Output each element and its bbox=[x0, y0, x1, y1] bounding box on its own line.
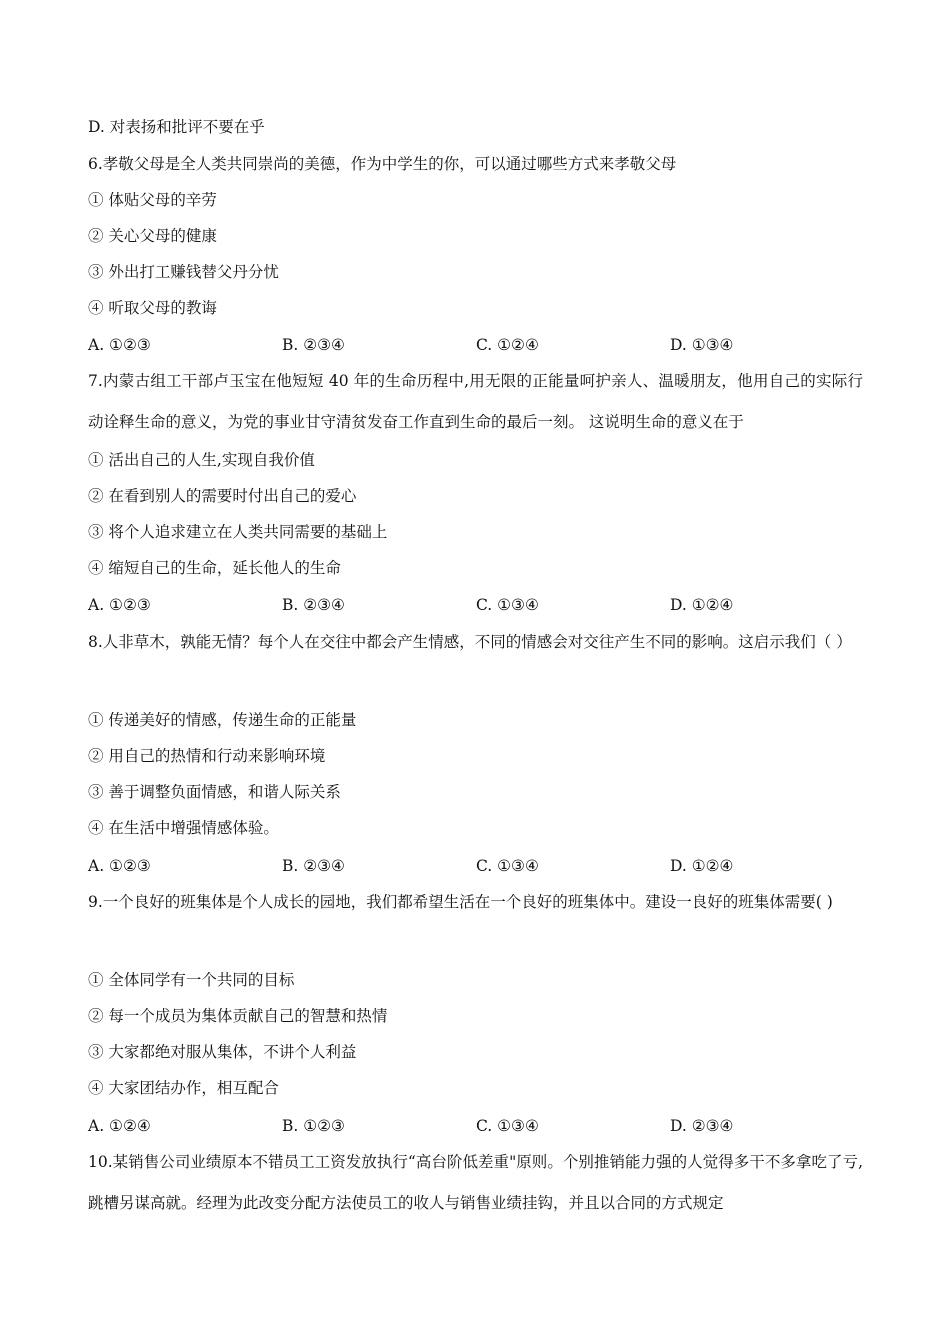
question-6-item: ① 体贴父母的辛劳 bbox=[88, 191, 217, 209]
question-7-item: ① 活出自己的人生,实现自我价值 bbox=[88, 451, 315, 469]
question-9-item: ① 全体同学有一个共同的目标 bbox=[88, 971, 295, 989]
question-8-item: ④ 在生活中增强情感体验。 bbox=[88, 819, 279, 837]
question-6-item: ③ 外出打工赚钱替父丹分忧 bbox=[88, 263, 279, 281]
question-8-item: ② 用自己的热情和行动来影响环境 bbox=[88, 747, 326, 765]
question-7-option-c: C. ①③④ bbox=[476, 596, 539, 614]
question-6-option-d: D. ①③④ bbox=[670, 336, 734, 354]
question-6-option-c: C. ①②④ bbox=[476, 336, 539, 354]
question-9-item: ③ 大家都绝对服从集体，不讲个人利益 bbox=[88, 1043, 357, 1061]
question-7-option-d: D. ①②④ bbox=[670, 596, 734, 614]
question-9-item: ④ 大家团结办作，相互配合 bbox=[88, 1079, 279, 1097]
question-8-option-a: A. ①②③ bbox=[88, 857, 151, 875]
question-5-option-d: D. 对表扬和批评不要在乎 bbox=[88, 118, 265, 136]
question-9-option-b: B. ①②③ bbox=[282, 1117, 345, 1135]
question-8-option-b: B. ②③④ bbox=[282, 857, 345, 875]
question-6-stem: 6.孝敬父母是全人类共同崇尚的美德，作为中学生的你，可以通过哪些方式来孝敬父母 bbox=[88, 155, 677, 173]
question-6-option-b: B. ②③④ bbox=[282, 336, 345, 354]
question-10-stem: 10.某销售公司业绩原本不错员工工资发放执行“高台阶低差重"原则。个别推销能力强的人觉得多干不多拿吃了亏,跳槽另谋高就。经理为此改变分配方法使员工的收人与销售业绩挂钩，并且以合同的方式规定 bbox=[88, 1153, 863, 1212]
question-9-option-c: C. ①③④ bbox=[476, 1117, 539, 1135]
question-7-option-a: A. ①②③ bbox=[88, 596, 151, 614]
question-8-item: ③ 善于调整负面情感，和谐人际关系 bbox=[88, 783, 341, 801]
question-6-option-a: A. ①②③ bbox=[88, 336, 151, 354]
question-9-option-d: D. ②③④ bbox=[670, 1117, 734, 1135]
question-7-item: ③ 将个人追求建立在人类共同需要的基础上 bbox=[88, 523, 388, 541]
question-9-stem: 9.一个良好的班集体是个人成长的园地，我们都希望生活在一个良好的班集体中。建设一良好的班集体需要( ) bbox=[88, 893, 833, 911]
question-7-option-b: B. ②③④ bbox=[282, 596, 345, 614]
question-6-item: ② 关心父母的健康 bbox=[88, 227, 217, 245]
question-8-item: ① 传递美好的情感，传递生命的正能量 bbox=[88, 711, 357, 729]
question-6-item: ④ 听取父母的教诲 bbox=[88, 299, 217, 317]
question-8-option-c: C. ①③④ bbox=[476, 857, 539, 875]
question-7-stem: 7.内蒙古组工干部卢玉宝在他短短 40 年的生命历程中,用无限的正能量呵护亲人、温暖朋友，他用自己的实际行动诠释生命的意义，为党的事业甘守清贫发奋工作直到生命的最后一刻。 这说明生命的意义在于 bbox=[88, 372, 863, 431]
question-9-option-a: A. ①②④ bbox=[88, 1117, 151, 1135]
question-9-item: ② 每一个成员为集体贡献自己的智慧和热情 bbox=[88, 1007, 388, 1025]
question-8-option-d: D. ①②④ bbox=[670, 857, 734, 875]
question-7-item: ② 在看到别人的需要时付出自己的爱心 bbox=[88, 487, 357, 505]
question-7-item: ④ 缩短自己的生命，延长他人的生命 bbox=[88, 559, 341, 577]
question-8-stem: 8.人非草木，孰能无情？每个人在交往中都会产生情感，不同的情感会对交往产生不同的影响。这启示我们（ ） bbox=[88, 633, 852, 651]
